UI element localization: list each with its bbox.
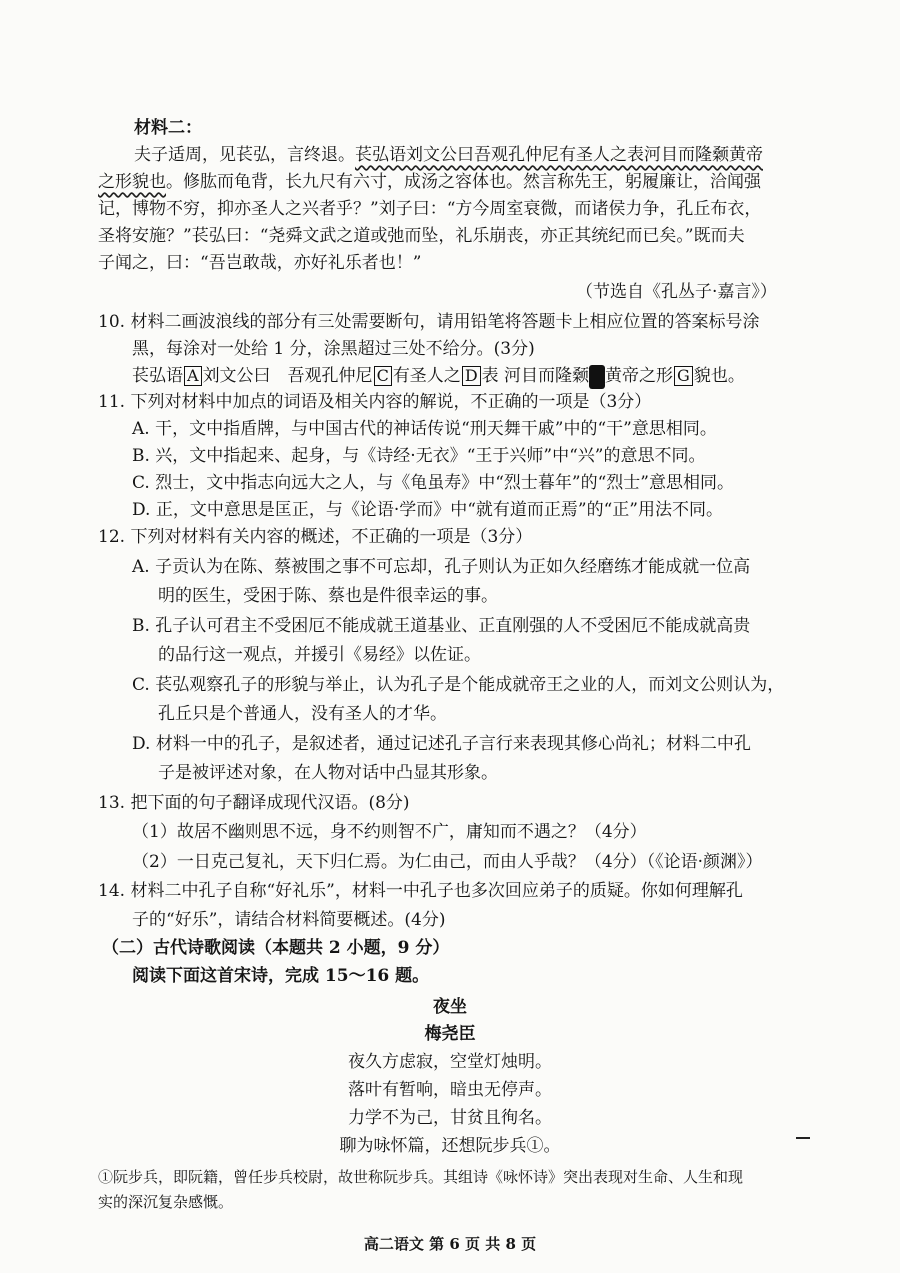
answer-box-g[interactable]: G: [674, 366, 693, 386]
question-12-stem: 12. 下列对材料有关内容的概述，不正确的一项是（3分）: [98, 527, 533, 547]
segment-text: 有圣人之: [392, 366, 461, 386]
passage-line: [134, 143, 763, 167]
passage-line: [98, 170, 761, 194]
option-a: A. 子贡认为在陈、蔡被围之事不可忘却，孔子则认为正如久经磨练才能成就一位高: [132, 557, 751, 577]
source-citation: （节选自《孔丛子·嘉言》）: [576, 282, 777, 302]
poem-title: 夜坐: [433, 997, 467, 1017]
translation-sentence-1: （1）故居不幽则思不远，身不约则智不广，庸知而不遇之？（4分）: [132, 822, 647, 842]
material-heading: 材料二：: [134, 118, 202, 138]
margin-dash: [796, 1137, 810, 1139]
poem-author: 梅尧臣: [424, 1024, 476, 1044]
option-c: C. 烈士，文中指志向远大之人，与《龟虽寿》中“烈士暮年”的“烈士”意思相同。: [132, 473, 734, 493]
passage-line: 记，博物不穷，抑亦圣人之兴者乎？”刘子曰：“方今周室衰微，而诸侯力争，孔丘布衣，: [98, 199, 762, 219]
footnote-cont: 实的深沉复杂感慨。: [98, 1193, 234, 1211]
passage-line: 圣将安施？”苌弘曰：“尧舜文武之道或弛而坠，礼乐崩丧，亦正其统纪而已矣。”既而夫: [98, 226, 745, 246]
poem-line: 聊为咏怀篇，还想阮步兵①。: [339, 1136, 561, 1156]
question-10-stem-cont: 黑，每涂对一处给 1 分，涂黑超过三处不给分。(3分): [132, 339, 535, 359]
passage-text: 夫子适周，见苌弘，言终退。: [134, 145, 355, 165]
poem-line: 力学不为己，甘贫且徇名。: [348, 1108, 552, 1128]
passage-text: 。修肱而龟背，长九尺有六寸，成汤之容体也。然言称先王，躬履廉让，洽闻强: [166, 172, 761, 192]
option-d-cont: 子是被评述对象，在人物对话中凸显其形象。: [158, 763, 498, 783]
question-13-stem: 13. 把下面的句子翻译成现代汉语。(8分): [98, 793, 410, 813]
section-heading: （二）古代诗歌阅读（本题共 2 小题，9 分）: [102, 938, 450, 958]
option-c: C. 苌弘观察孔子的形貌与举止，认为孔子是个能成就帝王之业的人，而刘文公则认为，: [132, 675, 785, 695]
question-14-stem-cont: 子的“好乐”，请结合材料简要概述。(4分): [132, 910, 446, 930]
question-11-stem: 11. 下列对材料中加点的词语及相关内容的解说，不正确的一项是（3分）: [98, 392, 652, 412]
option-b: B. 孔子认可君主不受困厄不能成就王道基业、正直刚强的人不受困厄不能成就高贵: [132, 616, 751, 636]
segment-text: 黄帝之形: [605, 366, 674, 386]
question-14-stem: 14. 材料二中孔子自称“好礼乐”，材料一中孔子也多次回应弟子的质疑。你如何理解孔: [98, 881, 743, 901]
answer-box-c[interactable]: C: [374, 366, 392, 386]
segment-text: 刘文公曰 吾观孔仲尼: [202, 366, 373, 386]
footnote: ①阮步兵，即阮籍，曾任步兵校尉，故世称阮步兵。其组诗《咏怀诗》突出表现对生命、人生和现: [98, 1168, 744, 1186]
option-a: A. 干，文中指盾牌，与中国古代的神话传说“刑天舞干戚”中的“干”意思相同。: [132, 419, 717, 439]
option-d: D. 材料一中的孔子，是叙述者，通过记述孔子言行来表现其修心尚礼；材料二中孔: [132, 734, 751, 754]
question-10-stem: 10. 材料二画波浪线的部分有三处需要断句，请用铅笔将答题卡上相应位置的答案标号涂: [98, 312, 760, 332]
page-footer: 高二语文 第 6 页 共 8 页: [363, 1235, 537, 1253]
ink-blot: [589, 365, 605, 389]
poem-line: 落叶有暂响，暗虫无停声。: [348, 1080, 552, 1100]
answer-box-d[interactable]: D: [462, 366, 481, 386]
passage-line: 子闻之，曰：“吾岂敢哉，亦好礼乐者也！”: [98, 253, 422, 273]
wavy-underlined-text: 之形貌也: [98, 172, 166, 192]
option-b-cont: 的品行这一观点，并援引《易经》以佐证。: [158, 645, 481, 665]
segment-text: 表 河目而隆颡: [481, 366, 590, 386]
segment-text: 苌弘语: [132, 366, 183, 386]
translation-sentence-2: （2）一日克己复礼，天下归仁焉。为仁由己，而由人乎哉？（4分）（《论语·颜渊》）: [132, 852, 763, 872]
question-10-segment-line: [132, 364, 745, 389]
option-a-cont: 明的医生，受困于陈、蔡也是件很幸运的事。: [158, 586, 498, 606]
answer-box-a[interactable]: A: [184, 366, 202, 386]
option-d: D. 正，文中意思是匡正，与《论语·学而》中“就有道而正焉”的“正”用法不同。: [132, 500, 723, 520]
wavy-underlined-text: 苌弘语刘文公曰吾观孔仲尼有圣人之表河目而隆颡黄帝: [355, 145, 763, 165]
option-c-cont: 孔丘只是个普通人，没有圣人的才华。: [158, 704, 447, 724]
section-instruction: 阅读下面这首宋诗，完成 15～16 题。: [132, 966, 430, 986]
segment-text: 貌也。: [693, 366, 745, 386]
option-b: B. 兴，文中指起来、起身，与《诗经·无衣》“王于兴师”中“兴”的意思不同。: [132, 446, 706, 466]
poem-line: 夜久方虑寂，空堂灯烛明。: [348, 1052, 552, 1072]
